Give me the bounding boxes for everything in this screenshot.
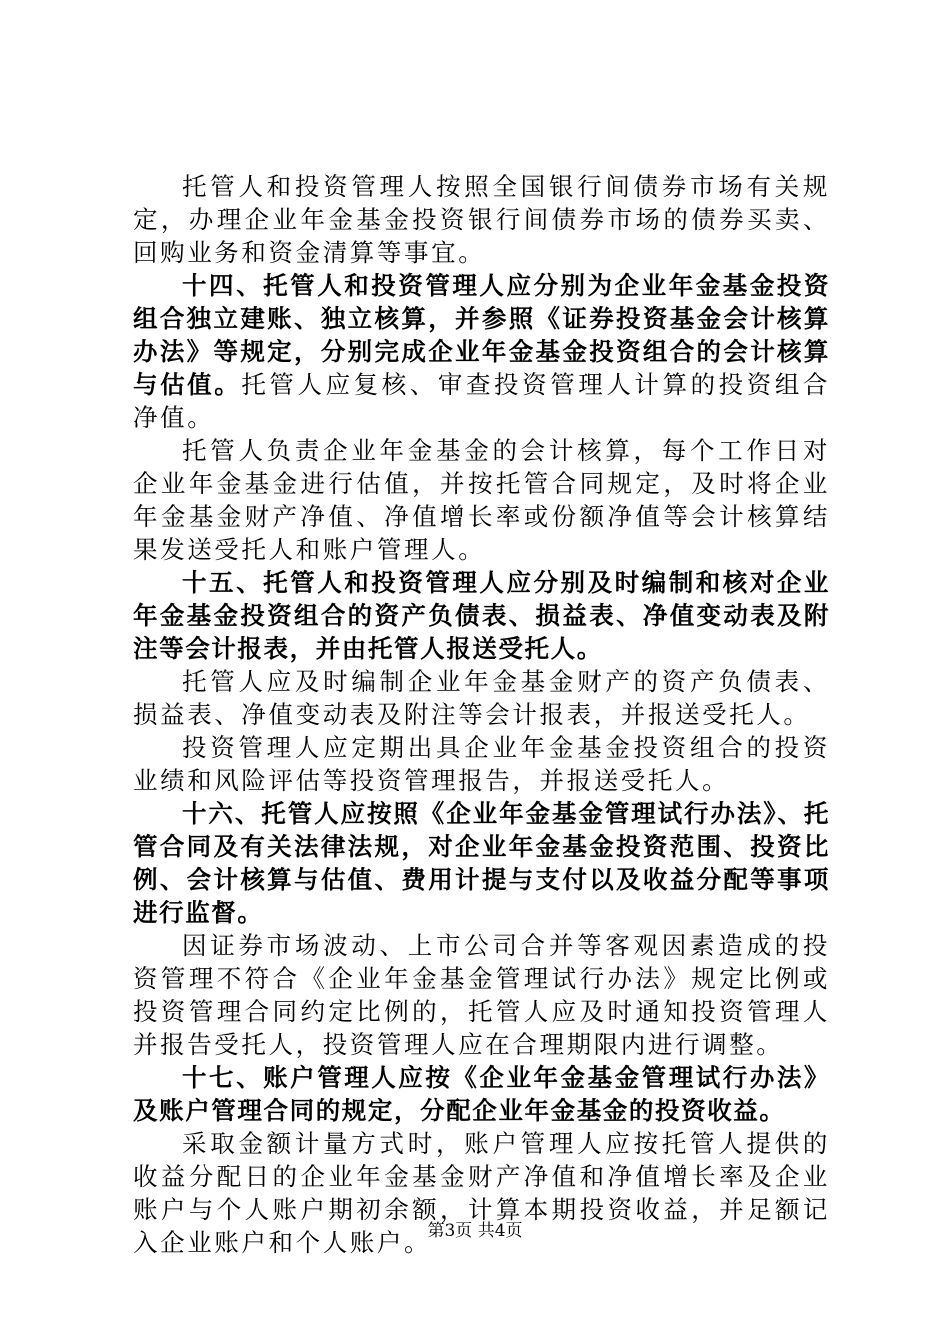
heading-bold-text: 十五、托管人和投资管理人应分别及时编制和核对企业年金基金投资组合的资产负债表、损益表、净值变动表及附注等会计报表，并由托管人报送受托人。 (133, 568, 830, 663)
heading-bold-text: 十四、托管人和投资管理人应分别为企业年金基金投资组合独立建账、独立核算，并参照《证券投资基金会计核算办法》等规定，分别完成企业年金基金投资组合的会计核算与估值。 (133, 271, 830, 399)
paragraph: 托管人负责企业年金基金的会计核算，每个工作日对企业年金基金进行估值，并按托管合同规定，及时将企业年金基金财产净值、净值增长率或份额净值等会计核算结果发送受托人和账户管理人。 (133, 436, 830, 564)
section-heading-14 (133, 269, 830, 434)
heading-bold-text: 十六、托管人应按照《企业年金基金管理试行办法》、托管合同及有关法律法规，对企业年金基金投资范围、投资比例、会计核算与估值、费用计提与支付以及收益分配等事项进行监督。 (133, 799, 830, 927)
paragraph: 托管人应及时编制企业年金基金财产的资产负债表、损益表、净值变动表及附注等会计报表，并报送受托人。 (133, 667, 830, 729)
paragraph: 因证券市场波动、上市公司合并等客观因素造成的投资管理不符合《企业年金基金管理试行办法》规定比例或投资管理合同约定比例的，托管人应及时通知投资管理人并报告受托人，投资管理人应在合理期限内进行调整。 (133, 931, 830, 1059)
document-body (133, 170, 830, 1259)
paragraph: 采取金额计量方式时，账户管理人应按托管人提供的收益分配日的企业年金基金财产净值和净值增长率及企业账户与个人账户期初余额，计算本期投资收益，并足额记入企业账户和个人账户。 (133, 1129, 830, 1257)
paragraph: 投资管理人应定期出具企业年金基金投资组合的投资业绩和风险评估等投资管理报告，并报送受托人。 (133, 733, 830, 795)
heading-rest-text: 托管人应复核、审查投资管理人计算的投资组合净值。 (133, 370, 830, 432)
section-heading-17 (133, 1061, 830, 1127)
page-footer: 第3页 共4页 (427, 1221, 523, 1241)
section-heading-16 (133, 797, 830, 929)
paragraph: 托管人和投资管理人按照全国银行间债券市场有关规定，办理企业年金基金投资银行间债券市场的债券买卖、回购业务和资金清算等事宜。 (133, 172, 830, 267)
heading-bold-text: 十七、账户管理人应按《企业年金基金管理试行办法》及账户管理合同的规定，分配企业年金基金的投资收益。 (133, 1063, 830, 1125)
section-heading-15 (133, 566, 830, 665)
